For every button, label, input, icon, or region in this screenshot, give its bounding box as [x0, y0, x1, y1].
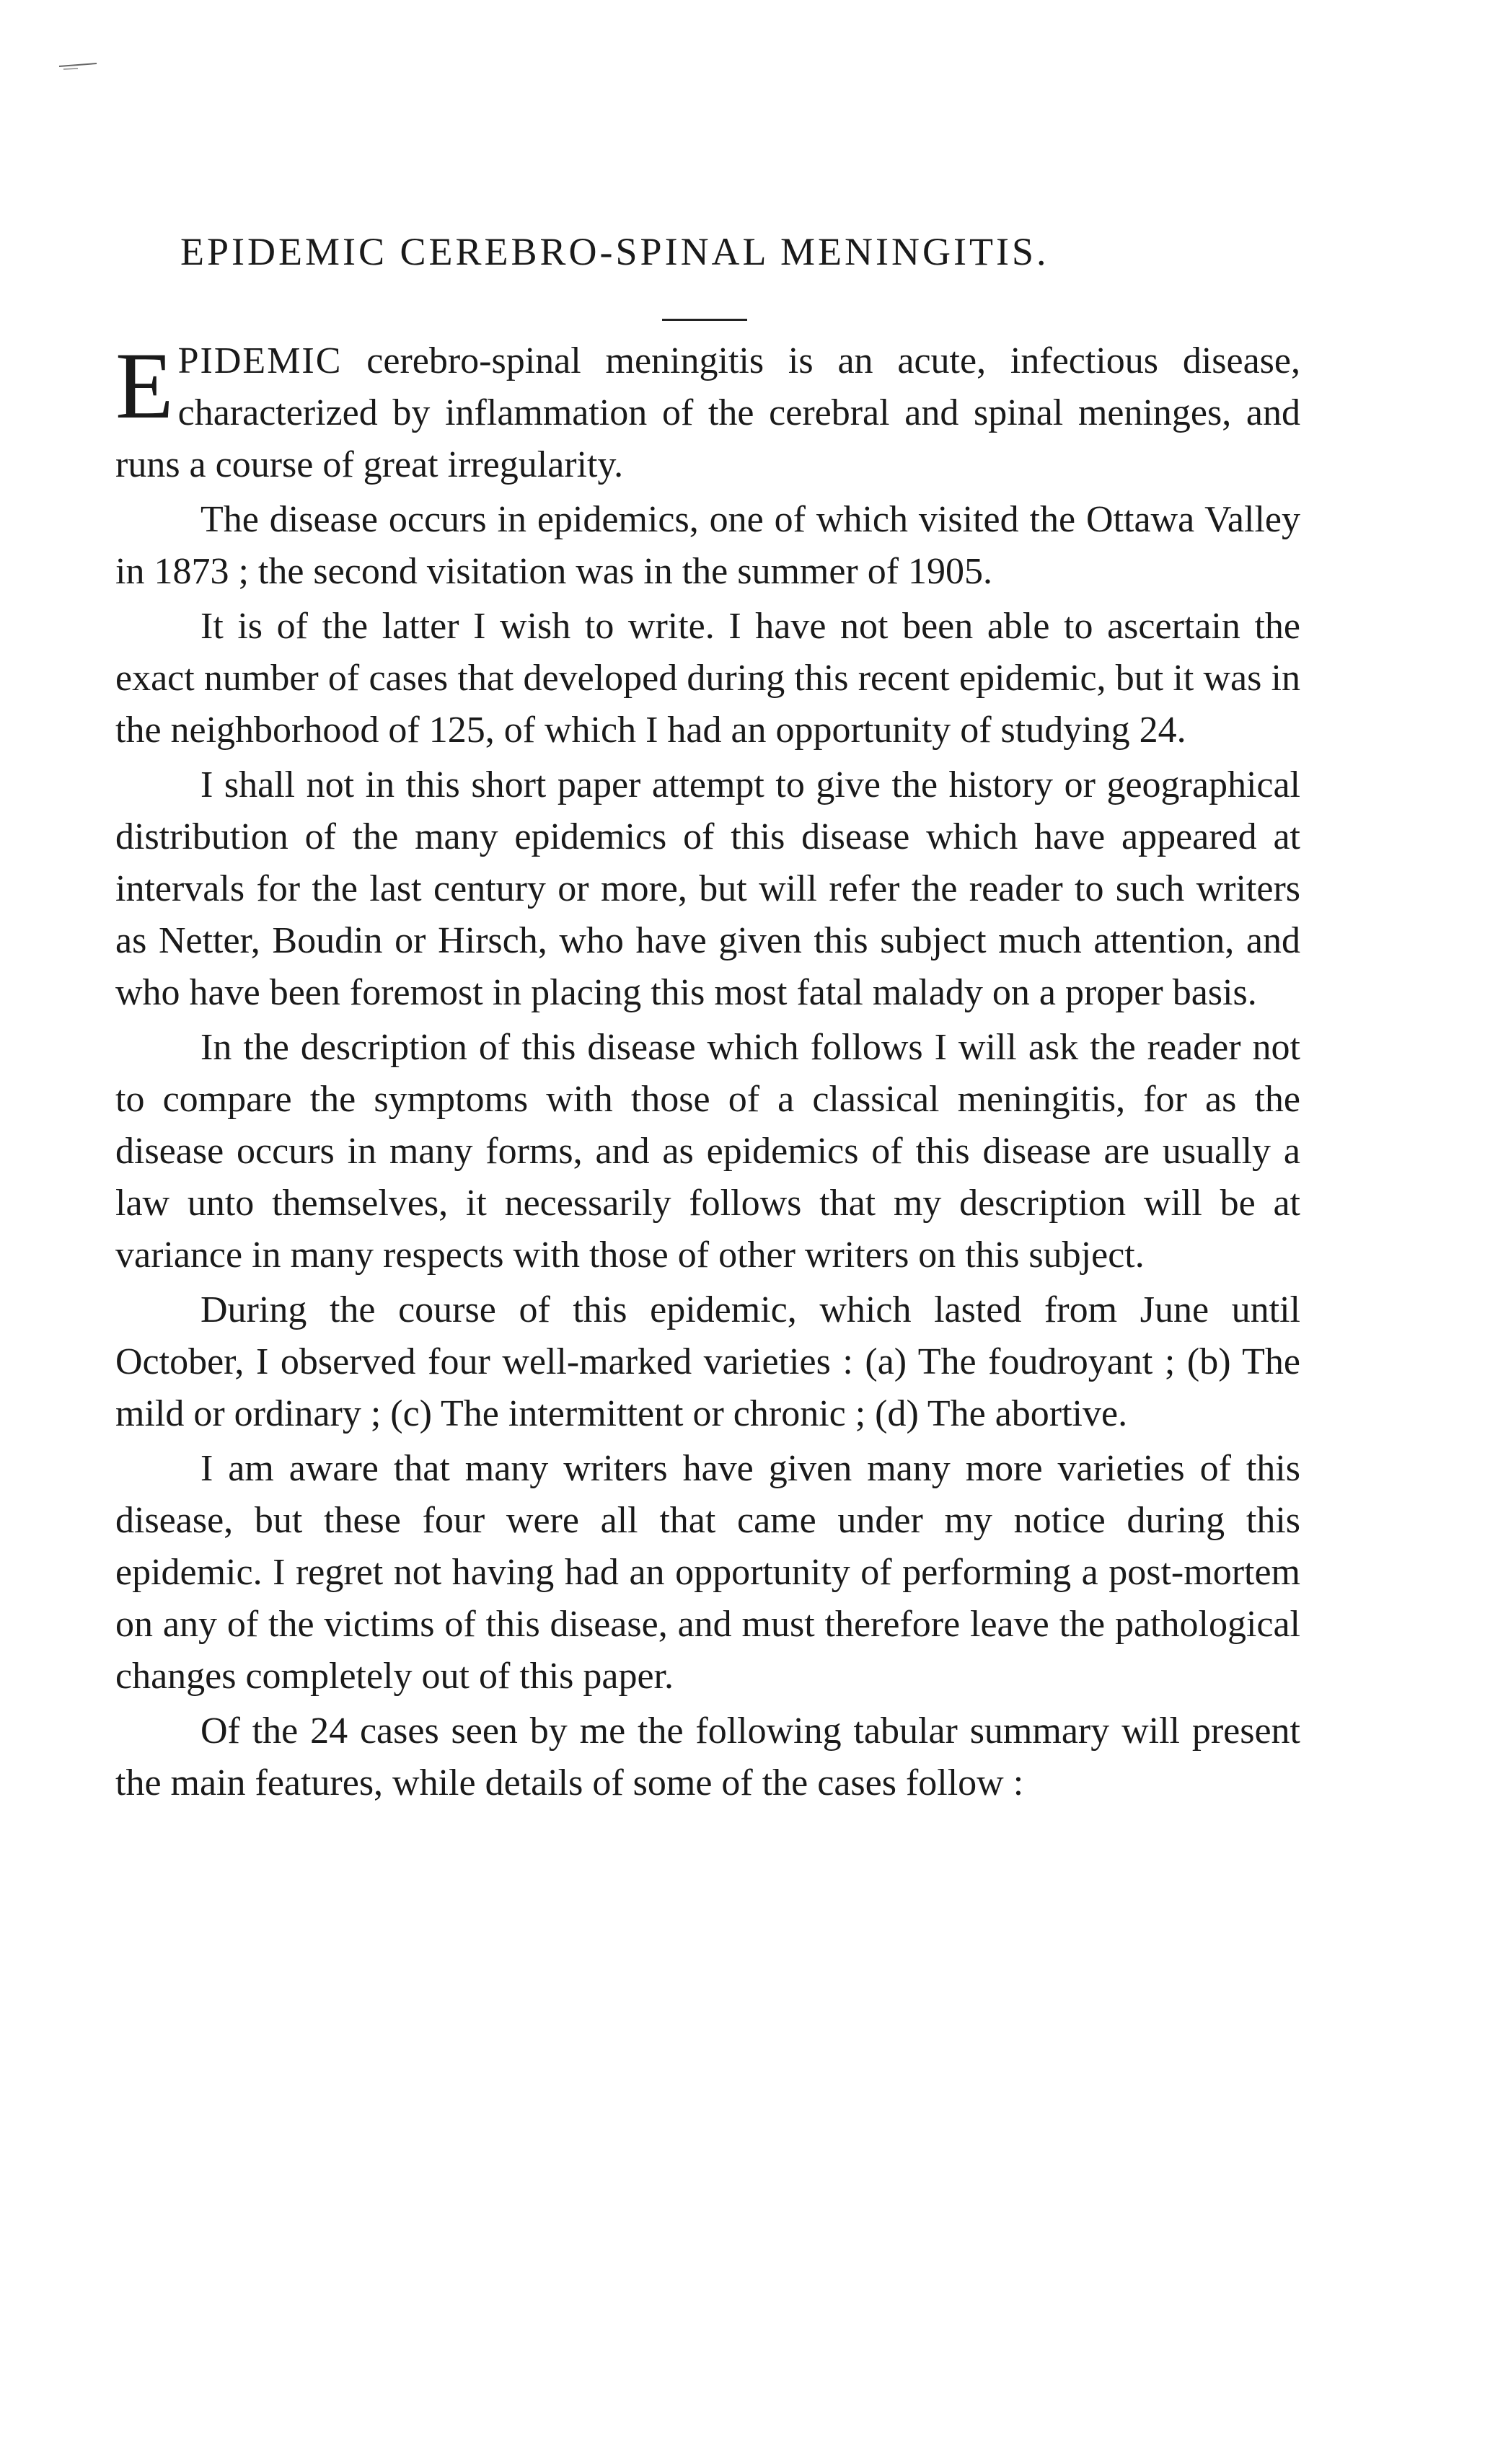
paragraph-1	[115, 332, 1300, 491]
paragraph-4: I shall not in this short paper attempt to give the history or geographical distribution of the many epidemics of this disease which have appeared at intervals for the last century or more, but will refer the reader to such writers as Netter, Boudin or Hirsch, who have given this subject much attention, and who have been foremost in placing this most fatal malady on a proper basis.	[115, 764, 1300, 1013]
margin-mark	[56, 58, 100, 72]
paragraph-1-text: cerebro-spinal meningitis is an acute, infectious disease, characterized by inflammation of the cerebral and spinal meninges, and runs a course of great irregularity.	[115, 340, 1300, 485]
paragraph-8: Of the 24 cases seen by me the following tabular summary will present the main features, while details of some of the cases follow :	[115, 1710, 1300, 1803]
paragraph-3: It is of the latter I wish to write. I have not been able to ascertain the exact number of cases that developed during this recent epidemic, but it was in the neighborhood of 125, of which I had an opportunity of studying 24.	[115, 606, 1300, 751]
title-divider	[662, 319, 747, 321]
paragraph-6: During the course of this epidemic, which lasted from June until October, I observed four well-marked varieties : (a) The foudroyant ; (b) The mild or ordinary ; (c) The intermittent or chronic ; (d) The abortive.	[115, 1289, 1300, 1434]
paragraph-2: The disease occurs in epidemics, one of which visited the Ottawa Valley in 1873 ; the second visitation was in the summer of 1905.	[115, 499, 1300, 592]
paragraph-5: In the description of this disease which follows I will ask the reader not to compare the symptoms with those of a classical meningitis, for as the disease occurs in many forms, and as epidemics of this disease are usually a law unto themselves, it necessarily follows that my description will be at variance in many respects with those of other writers on this subject.	[115, 1027, 1300, 1276]
lead-word: PIDEMIC	[177, 340, 343, 381]
page-title: EPIDEMIC CEREBRO-SPINAL MENINGITIS.	[180, 230, 1049, 273]
article-body	[115, 332, 1300, 1812]
paragraph-7: I am aware that many writers have given many more varieties of this disease, but these four were all that came under my notice during this epidemic. I regret not having had an opportunity of performing a post-mortem on any of the victims of this disease, and must therefore leave the pathological changes completely out of this paper.	[115, 1448, 1300, 1697]
drop-cap: E	[115, 332, 174, 438]
